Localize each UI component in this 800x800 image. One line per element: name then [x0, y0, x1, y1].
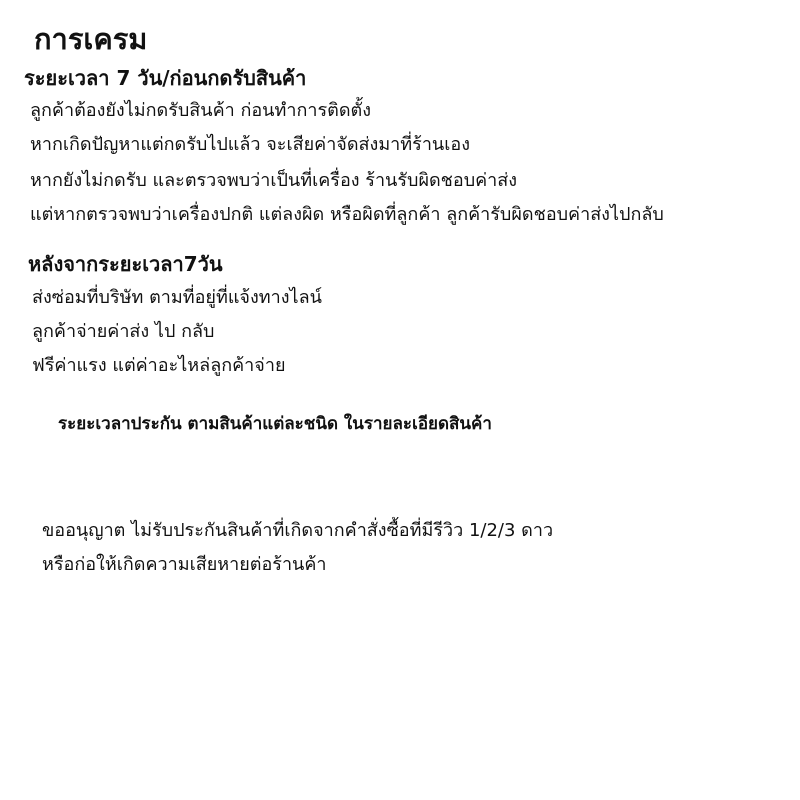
- list-item: ฟรีค่าแรง แต่ค่าอะไหล่ลูกค้าจ่าย: [32, 355, 286, 376]
- disclaimer-line: ขออนุญาต ไม่รับประกันสินค้าที่เกิดจากคำสั่งซื้อที่มีรีวิว 1/2/3 ดาว: [42, 520, 554, 541]
- warranty-note: ระยะเวลาประกัน ตามสินค้าแต่ละชนิด ในรายละเอียดสินค้า: [58, 414, 492, 434]
- section-heading-7-days: ระยะเวลา 7 วัน/ก่อนกดรับสินค้า: [24, 66, 307, 90]
- disclaimer-line: หรือก่อให้เกิดความเสียหายต่อร้านค้า: [42, 554, 327, 575]
- section-heading-after-7-days: หลังจากระยะเวลา7วัน: [28, 252, 223, 276]
- list-item: ส่งซ่อมที่บริษัท ตามที่อยู่ที่แจ้งทางไลน์: [32, 287, 322, 308]
- page-title: การเครม: [34, 22, 148, 56]
- list-item: หากเกิดปัญหาแต่กดรับไปแล้ว จะเสียค่าจัดส่งมาที่ร้านเอง: [30, 134, 470, 155]
- list-item: ลูกค้าต้องยังไม่กดรับสินค้า ก่อนทำการติดตั้ง: [30, 100, 371, 121]
- list-item: ลูกค้าจ่ายค่าส่ง ไป กลับ: [32, 321, 215, 342]
- list-item: แต่หากตรวจพบว่าเครื่องปกติ แต่ลงผิด หรือผิดที่ลูกค้า ลูกค้ารับผิดชอบค่าส่งไปกลับ: [30, 204, 664, 225]
- list-item: หากยังไม่กดรับ และตรวจพบว่าเป็นที่เครื่อง ร้านรับผิดชอบค่าส่ง: [30, 170, 518, 191]
